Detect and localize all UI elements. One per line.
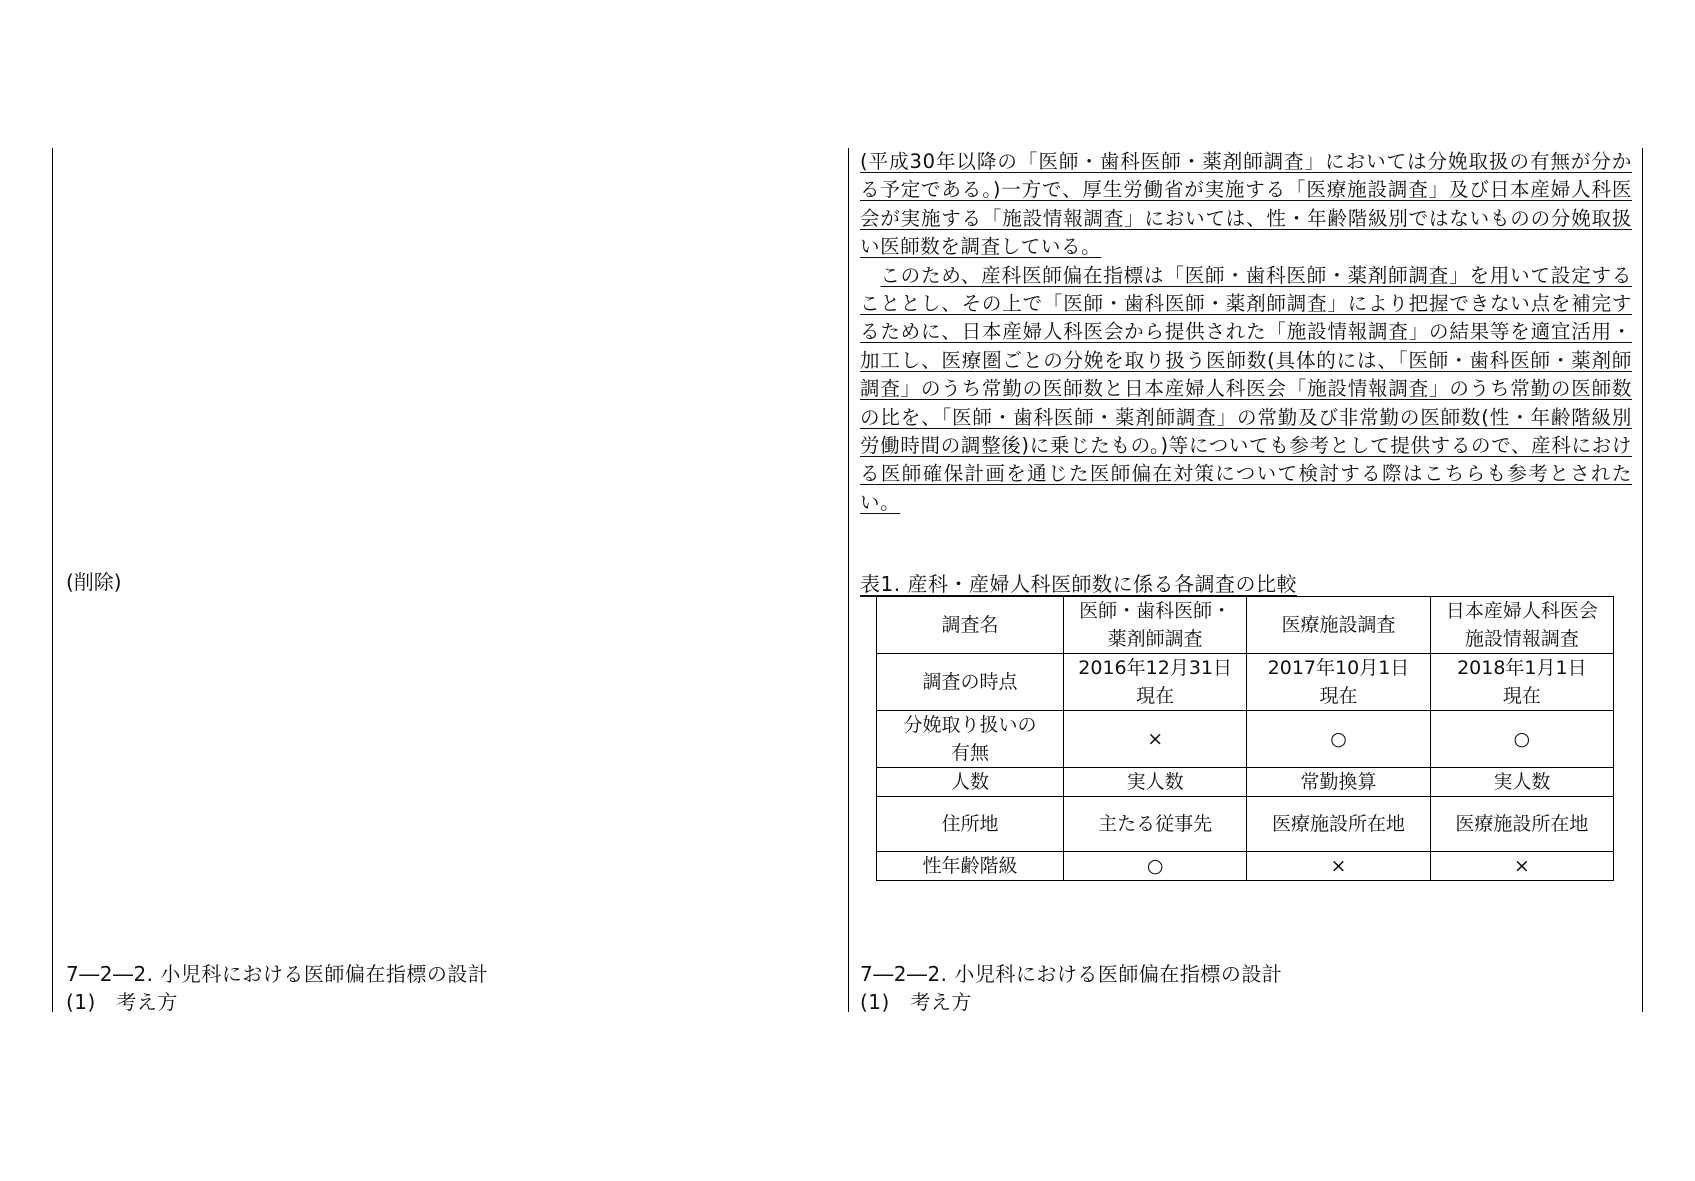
paragraph-1-text: (平成30年以降の「医師・歯科医師・薬剤師調査」においては分娩取扱の有無が分かる予定である。)一方で、厚生労働省が実施する「医療施設調査」及び日本産婦人科医会が実施する「施設情報調査」においては、性・年齢階級別ではないものの分娩取扱い医師数を調査している。 bbox=[860, 150, 1632, 259]
cell-line: 日本産婦人科医会 bbox=[1445, 600, 1598, 622]
comparison-table bbox=[876, 596, 1614, 881]
cell-address-c2: 主たる従事先 bbox=[1064, 797, 1247, 852]
cell-count-c2: 実人数 bbox=[1064, 768, 1247, 797]
cell-delivery-c2: × bbox=[1064, 711, 1247, 768]
cell-time-c3 bbox=[1247, 654, 1430, 711]
table-caption: 表1. 産科・産婦人科医師数に係る各調査の比較 bbox=[860, 572, 1297, 596]
table-row-address bbox=[877, 797, 1614, 852]
cell-address-c4: 医療施設所在地 bbox=[1430, 797, 1613, 852]
cell-survey-name-label: 調査名 bbox=[877, 597, 1064, 654]
cell-age-label: 性年齢階級 bbox=[877, 852, 1064, 881]
paragraph-2 bbox=[860, 262, 1632, 518]
table-row-delivery bbox=[877, 711, 1614, 768]
cell-address-label: 住所地 bbox=[877, 797, 1064, 852]
right-column-new-text bbox=[860, 148, 1632, 1012]
cell-line: 医師・歯科医師・ bbox=[1079, 600, 1232, 622]
cell-delivery-c3: ○ bbox=[1247, 711, 1430, 768]
cell-line: 現在 bbox=[1319, 685, 1358, 707]
table-row-time bbox=[877, 654, 1614, 711]
table-row-count bbox=[877, 768, 1614, 797]
cell-line: 現在 bbox=[1502, 685, 1541, 707]
cell-line: 有無 bbox=[950, 742, 989, 764]
paragraph-2-text: このため、産科医師偏在指標は「医師・歯科医師・薬剤師調査」を用いて設定することとし、その上で「医師・歯科医師・薬剤師調査」により把握できない点を補完するために、日本産婦人科医会から提供された「施設情報調査」の結果等を適宜活用・加工し、医療圏ごとの分娩を取り扱う医師数(具体的には、「医師・歯科医師・薬剤師調査」のうち常勤の医師数と日本産婦人科医会「施設情報調査」のうち常勤の医師数の比を、「医師・歯科医師・薬剤師調査」の常勤及び非常勤の医師数(性・年齢階級別労働時間の調整後)に乗じたもの。)等についても参考として提供するので、産科における医師確保計画を通じた医師偏在対策について検討する際はこちらも参考とされたい。 bbox=[860, 263, 1632, 514]
section-heading: 7―2―2. 小児科における医師偏在指標の設計 bbox=[66, 962, 489, 986]
cell-age-c2: ○ bbox=[1064, 852, 1247, 881]
cell-delivery-c4: ○ bbox=[1430, 711, 1613, 768]
cell-count-c3: 常勤換算 bbox=[1247, 768, 1430, 797]
right-border-line bbox=[1642, 148, 1643, 1012]
cell-line: 現在 bbox=[1136, 685, 1175, 707]
deleted-marker: (削除) bbox=[66, 570, 122, 594]
cell-line: 薬剤師調査 bbox=[1107, 628, 1203, 650]
cell-count-label: 人数 bbox=[877, 768, 1064, 797]
section-heading: 7―2―2. 小児科における医師偏在指標の設計 bbox=[860, 962, 1283, 986]
cell-time-c2 bbox=[1064, 654, 1247, 711]
left-column-old-text bbox=[66, 148, 836, 1012]
table-row-header bbox=[877, 597, 1614, 654]
cell-delivery-label bbox=[877, 711, 1064, 768]
cell-doctor-survey bbox=[1064, 597, 1247, 654]
cell-line: 施設情報調査 bbox=[1464, 628, 1579, 650]
center-divider-line bbox=[848, 148, 849, 1012]
cell-jaog-survey bbox=[1430, 597, 1613, 654]
table-row-age-group bbox=[877, 852, 1614, 881]
cell-medical-facility-survey: 医療施設調査 bbox=[1247, 597, 1430, 654]
cell-age-c4: × bbox=[1430, 852, 1613, 881]
cell-line: 分娩取り扱いの bbox=[903, 714, 1037, 736]
paragraph-1 bbox=[860, 148, 1632, 262]
cell-count-c4: 実人数 bbox=[1430, 768, 1613, 797]
subsection-heading: (1) 考え方 bbox=[860, 990, 972, 1014]
cell-time-label: 調査の時点 bbox=[877, 654, 1064, 711]
cell-time-c4 bbox=[1430, 654, 1613, 711]
cell-line: 2016年12月31日 bbox=[1078, 657, 1233, 679]
left-border-line bbox=[52, 148, 53, 1012]
subsection-heading: (1) 考え方 bbox=[66, 990, 178, 1014]
cell-age-c3: × bbox=[1247, 852, 1430, 881]
cell-line: 2018年1月1日 bbox=[1457, 657, 1587, 679]
cell-line: 2017年10月1日 bbox=[1267, 657, 1410, 679]
cell-address-c3: 医療施設所在地 bbox=[1247, 797, 1430, 852]
